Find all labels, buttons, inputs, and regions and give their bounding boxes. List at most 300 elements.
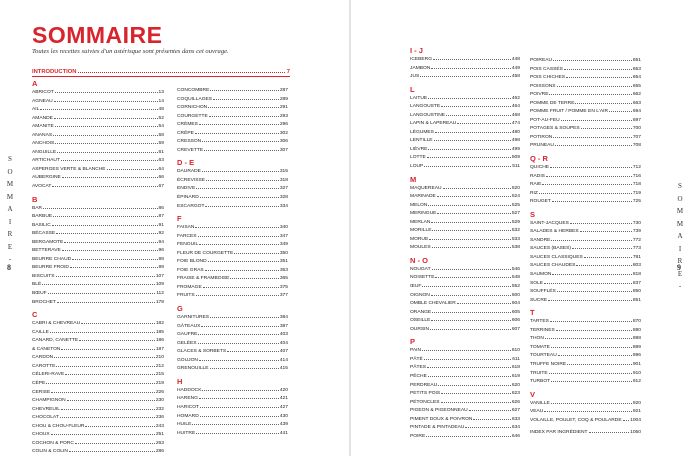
entry-name: ICEBERG [410, 57, 433, 62]
toc-entry-petits-pois[interactable] [410, 389, 520, 398]
toc-entry-riz[interactable] [530, 189, 641, 198]
entry-page: 697 [632, 117, 641, 123]
entry-page: 498 [511, 138, 520, 144]
toc-entry-oursin[interactable] [410, 325, 520, 334]
toc-entry-pomme-de-terre[interactable] [530, 99, 641, 108]
entry-page: 243 [155, 423, 164, 429]
entry-page: 334 [279, 203, 288, 209]
dot-leader [234, 249, 279, 254]
dot-leader [210, 86, 278, 91]
toc-entry-ananas[interactable] [32, 131, 164, 140]
toc-entry-jambon[interactable] [410, 64, 520, 73]
entry-name: RADIS [530, 173, 545, 179]
toc-entry-lapin-lapereau[interactable] [410, 119, 520, 128]
toc-entry-noisette[interactable] [410, 273, 520, 282]
toc-entry-haddock[interactable] [177, 386, 288, 395]
toc-entry-ail[interactable] [32, 105, 164, 114]
dot-leader [428, 201, 510, 206]
entry-page: 251 [155, 432, 164, 438]
toc-entry-b-uf[interactable] [32, 289, 164, 298]
toc-entry-caille[interactable] [32, 328, 164, 337]
entry-name: COLIN & COLIN [32, 449, 68, 455]
entry-page: 458 [511, 74, 520, 80]
toc-entry-cresson[interactable] [177, 137, 288, 146]
toc-entry-chevreuil[interactable] [32, 405, 164, 414]
toc-entry-omble-chevalier[interactable] [410, 299, 520, 308]
entry-page: 511 [512, 164, 520, 170]
toc-entry-morille[interactable] [410, 226, 520, 235]
toc-entry-jus[interactable] [410, 72, 520, 81]
dot-leader [210, 364, 279, 369]
entry-page: 818 [632, 272, 641, 278]
entry-name: SUCRE [530, 297, 548, 303]
toc-entry-melon[interactable] [410, 201, 520, 210]
toc-entry-garnitures[interactable] [177, 313, 288, 322]
dot-leader [51, 430, 155, 435]
toc-entry-terrines[interactable] [530, 326, 641, 335]
dot-leader [52, 182, 157, 187]
toc-entry-champignon[interactable] [32, 396, 164, 405]
toc-entry-poissons[interactable] [530, 82, 641, 91]
dot-leader [428, 145, 510, 150]
entry-page: 618 [511, 365, 520, 371]
entry-page: 509 [511, 155, 520, 161]
toc-entry-volaille-poulet-coq-poularde[interactable] [530, 416, 641, 425]
entry-name: PRUNEAU [530, 143, 554, 149]
toc-entry-cochon-porc[interactable] [32, 439, 164, 448]
toc-entry-escargot[interactable] [177, 202, 288, 211]
toc-entry-colin-colin[interactable] [32, 447, 164, 456]
entry-name: ANANAS [32, 132, 53, 138]
entry-page: 94 [158, 239, 164, 245]
toc-entry-choux[interactable] [32, 430, 164, 439]
toc-entry-perdreau[interactable] [410, 381, 520, 390]
entry-name: ESCARGOT [177, 203, 205, 209]
dot-leader [50, 328, 155, 333]
dot-leader [203, 283, 279, 288]
toc-entry-langoustine[interactable] [410, 111, 520, 120]
dot-leader [54, 353, 155, 358]
introduction-entry[interactable] [32, 68, 290, 77]
toc-entry-aubergine[interactable] [32, 173, 164, 182]
entry-name: ABRICOT [32, 90, 54, 95]
toc-entry-basilic[interactable] [32, 221, 164, 230]
dot-leader [65, 370, 155, 375]
entry-page: 655 [632, 83, 641, 89]
toc-entry-huitre[interactable] [177, 429, 288, 438]
toc-entry-pois-chiches[interactable] [530, 73, 641, 82]
toc-entry-tartes[interactable] [530, 317, 641, 326]
toc-entry-gelees[interactable] [177, 339, 288, 348]
toc-entry-carotte[interactable] [32, 362, 164, 371]
toc-entry-fromage[interactable] [177, 283, 288, 292]
toc-column-left-2 [177, 86, 288, 437]
introduction-page: 7 [286, 69, 290, 75]
entry-page: 99 [158, 265, 164, 271]
toc-entry-pois-casses[interactable] [530, 65, 641, 74]
toc-entry-crevette[interactable] [177, 146, 288, 155]
toc-entry-caneton[interactable] [32, 345, 164, 354]
dot-leader [557, 82, 632, 87]
entry-page: 651 [632, 58, 641, 63]
toc-entry-grenouille[interactable] [177, 364, 288, 373]
side-label-letter: M [6, 192, 14, 201]
toc-entry-moules[interactable] [410, 243, 520, 252]
dot-leader [200, 403, 279, 408]
entry-page: 663 [632, 100, 641, 106]
toc-entry-hareng[interactable] [177, 394, 288, 403]
entry-name: CABRI & CHEVREAU [32, 321, 81, 327]
toc-entry-foie-blond[interactable] [177, 257, 288, 266]
entry-name: TRUFFE NOIRE [530, 361, 567, 367]
toc-entry-truffe-noire[interactable] [530, 360, 641, 369]
toc-entry-foie-gras[interactable] [177, 266, 288, 275]
toc-entry-canard-canette[interactable] [32, 336, 164, 345]
entry-page: 219 [155, 380, 164, 386]
dot-leader [422, 346, 511, 351]
toc-entry-cardon[interactable] [32, 353, 164, 362]
toc-entry-cabri-chevreau[interactable] [32, 319, 164, 328]
toc-entry-saumon[interactable] [530, 270, 641, 279]
dot-leader [64, 238, 157, 243]
toc-entry-uf[interactable] [410, 282, 520, 291]
toc-entry-pintade-pintadeau[interactable] [410, 423, 520, 432]
left-page [0, 0, 349, 456]
entry-name: CHOU & CHOU-FLEUR [32, 423, 85, 429]
toc-entry-fleur-de-courgette[interactable] [177, 249, 288, 258]
dot-leader [46, 379, 155, 384]
entry-name: PÊCHE [410, 373, 427, 379]
dot-leader [201, 322, 278, 327]
toc-entry-gaufre[interactable] [177, 330, 288, 339]
section-letter: F [177, 214, 182, 224]
toc-entry-pot-au-feu[interactable] [530, 116, 641, 125]
toc-entry-lievre[interactable] [410, 145, 520, 154]
entry-page: 407 [279, 349, 288, 355]
toc-entry-vanille[interactable] [530, 399, 641, 408]
side-label-letter: E [677, 269, 683, 278]
dot-leader [51, 388, 155, 393]
entry-page: 773 [632, 246, 641, 252]
entry-page: 464 [511, 104, 520, 110]
dot-leader [564, 65, 632, 70]
toc-entry-anchois[interactable] [32, 139, 164, 148]
side-label-letter: A [677, 232, 683, 240]
dot-leader [544, 407, 632, 412]
entry-name: TOURTEAU [530, 353, 557, 359]
toc-entry-saint-jacques[interactable] [530, 219, 641, 228]
entry-page: 61 [158, 149, 164, 155]
toc-entry-piment-doux-poivron[interactable] [410, 415, 520, 424]
entry-name: CHEVREUIL [32, 406, 60, 412]
toc-entry-ble[interactable] [32, 280, 164, 289]
entry-page: 634 [511, 425, 520, 431]
toc-entry-poireau[interactable] [530, 56, 641, 65]
dot-leader [432, 265, 511, 270]
entry-name: BERGAMOTE [32, 239, 64, 245]
entry-name: FOIE BLOND [177, 259, 207, 265]
toc-entry-sole[interactable] [530, 279, 641, 288]
toc-entry-artichaut[interactable] [32, 156, 164, 165]
entry-page: 66 [158, 175, 164, 181]
dot-leader [60, 413, 155, 418]
toc-entry-gateaux[interactable] [177, 322, 288, 331]
dot-leader [553, 56, 632, 61]
toc-entry-iceberg[interactable] [410, 55, 520, 64]
entry-page: 896 [632, 353, 641, 359]
entry-page: 92 [158, 231, 164, 237]
toc-entry-index-par-ingredient[interactable] [530, 428, 641, 437]
entry-page: 480 [511, 129, 520, 135]
toc-entry-radis[interactable] [530, 172, 641, 181]
entry-name: LAPIN & LAPEREAU [410, 121, 457, 127]
entry-page: 109 [155, 282, 164, 288]
toc-entry-oseille[interactable] [410, 316, 520, 325]
toc-entry-merlan[interactable] [410, 218, 520, 227]
toc-entry-pain[interactable] [410, 346, 520, 355]
toc-entry-veau[interactable] [530, 407, 641, 416]
toc-entry-quiche[interactable] [530, 163, 641, 172]
toc-entry-marinade[interactable] [410, 192, 520, 201]
toc-entry-agneau[interactable] [32, 97, 164, 106]
entry-page: 226 [155, 389, 164, 395]
dot-leader [441, 389, 511, 394]
entry-name: POIVRE [530, 92, 549, 98]
dot-leader [61, 156, 158, 161]
toc-entry-morue[interactable] [410, 235, 520, 244]
toc-column-right-1 [410, 46, 520, 440]
dot-leader [580, 227, 632, 232]
entry-name: PIMENT DOUX & POIVRON [410, 416, 473, 422]
toc-entry-fraise-framboise[interactable] [177, 274, 288, 283]
toc-entry-glaces-sorbets[interactable] [177, 347, 288, 356]
toc-entry-asperges-verte-blanche[interactable] [32, 165, 164, 174]
toc-entry-beurre-chaud[interactable] [32, 255, 164, 264]
entry-page: 901 [632, 361, 641, 367]
dot-leader [202, 386, 278, 391]
toc-entry-huile[interactable] [177, 420, 288, 429]
entry-name: COQUILLAGES [177, 96, 213, 102]
toc-entry-cornichon[interactable] [177, 103, 288, 112]
entry-page: 384 [279, 315, 288, 321]
dot-leader [195, 223, 278, 228]
entry-page: 1004 [630, 417, 641, 423]
entry-name: HARENG [177, 396, 198, 402]
toc-entry-poire[interactable] [410, 432, 520, 441]
entry-page: 59 [158, 141, 164, 147]
toc-entry-concombre[interactable] [177, 86, 288, 95]
entry-name: BLÉ [32, 282, 42, 288]
toc-entry-farces[interactable] [177, 232, 288, 241]
entry-name: BEURRE FROID [32, 265, 69, 271]
toc-entry-goujon[interactable] [177, 356, 288, 365]
side-label-letter: M [676, 207, 684, 215]
entry-name: AMANITE [32, 124, 54, 130]
dot-leader [62, 246, 158, 251]
toc-entry-celeri-rave[interactable] [32, 370, 164, 379]
entry-name: LANGOUSTE [410, 104, 441, 110]
toc-entry-nougat[interactable] [410, 265, 520, 274]
toc-entry-pate[interactable] [410, 355, 520, 364]
toc-entry-fenouil[interactable] [177, 240, 288, 249]
toc-entry-legumes[interactable] [410, 128, 520, 137]
entry-name: BETTERAVE [32, 248, 61, 254]
entry-name: BEURRE CHAUD [32, 256, 72, 262]
toc-entry-tourteau[interactable] [530, 351, 641, 360]
toc-entry-crepe[interactable] [177, 129, 288, 138]
dot-leader [550, 317, 632, 322]
toc-entry-maquereau[interactable] [410, 184, 520, 193]
dot-leader [555, 141, 632, 146]
toc-entry-cepe[interactable] [32, 379, 164, 388]
toc-entry-turbot[interactable] [530, 377, 641, 386]
toc-entry-ecrevisse[interactable] [177, 176, 288, 185]
toc-entry-rouget[interactable] [530, 197, 641, 206]
toc-entry-epinard[interactable] [177, 193, 288, 202]
toc-entry-faisan[interactable] [177, 223, 288, 232]
toc-entry-orange[interactable] [410, 308, 520, 317]
toc-entry-raie[interactable] [530, 180, 641, 189]
dot-leader [432, 243, 511, 248]
dot-leader [200, 412, 279, 417]
entry-page: 610 [511, 348, 520, 354]
entry-page: 730 [632, 220, 641, 226]
toc-entry-petoncles[interactable] [410, 398, 520, 407]
entry-name: LAITUE [410, 95, 428, 101]
toc-entry-homard[interactable] [177, 412, 288, 421]
section-letter: N - O [410, 255, 428, 265]
toc-entry-tomate[interactable] [530, 343, 641, 352]
toc-entry-chou-chou-fleur[interactable] [32, 422, 164, 431]
toc-entry-bergamote[interactable] [32, 238, 164, 247]
entry-page: 889 [632, 344, 641, 350]
toc-entry-coquillages[interactable] [177, 95, 288, 104]
toc-entry-souffles[interactable] [530, 287, 641, 296]
toc-entry-poivre[interactable] [530, 90, 641, 99]
toc-entry-salades-herbes[interactable] [530, 227, 641, 236]
entry-page: 287 [279, 88, 288, 93]
dot-leader [72, 255, 157, 260]
entry-name: POIRE [410, 433, 426, 439]
entry-page: 718 [632, 182, 641, 188]
toc-entry-sucre[interactable] [530, 296, 641, 305]
toc-entry-courgette[interactable] [177, 112, 288, 121]
entry-name: CREVETTE [177, 147, 204, 153]
entry-name: FENOUIL [177, 242, 199, 248]
entry-name: HOMARD [177, 413, 199, 419]
toc-entry-endive[interactable] [177, 184, 288, 193]
entry-page: 920 [632, 400, 641, 406]
dot-leader [428, 372, 511, 377]
dot-leader [575, 99, 631, 104]
toc-entry-oignon[interactable] [410, 291, 520, 300]
entry-page: 707 [632, 134, 641, 140]
toc-entry-meringue[interactable] [410, 209, 520, 218]
entry-page: 646 [511, 433, 520, 439]
entry-name: LÉGUMES [410, 129, 434, 135]
entry-name: POIREAU [530, 58, 553, 63]
dot-leader [422, 282, 510, 287]
toc-entry-loup[interactable] [410, 162, 520, 171]
dot-leader [556, 326, 632, 331]
toc-entry-haricot[interactable] [177, 403, 288, 412]
entry-page: 327 [279, 186, 288, 192]
toc-entry-sauces-bases[interactable] [530, 244, 641, 253]
toc-entry-beurre-froid[interactable] [32, 263, 164, 272]
toc-entry-sauces-chaudes[interactable] [530, 261, 641, 270]
dot-leader [561, 116, 632, 121]
toc-entry-amande[interactable] [32, 114, 164, 123]
toc-entry-lotte[interactable] [410, 153, 520, 162]
toc-entry-brochet[interactable] [32, 298, 164, 307]
dot-leader [42, 280, 155, 285]
toc-entry-chocolat[interactable] [32, 413, 164, 422]
toc-entry-becasse[interactable] [32, 229, 164, 238]
toc-entry-betterave[interactable] [32, 246, 164, 255]
entry-name: POISSONS [530, 83, 556, 89]
toc-entry-avocat[interactable] [32, 182, 164, 191]
toc-entry-pigeon-pigeonneau[interactable] [410, 406, 520, 415]
dot-leader [205, 202, 278, 207]
toc-entry-pates[interactable] [410, 363, 520, 372]
toc-entry-potiron[interactable] [530, 133, 641, 142]
dot-leader [431, 316, 510, 321]
dot-leader [469, 406, 511, 411]
toc-entry-laitue[interactable] [410, 94, 520, 103]
entry-name: NOISETTE [410, 275, 435, 281]
entry-name: CONCOMBRE [177, 88, 210, 93]
toc-entry-pruneau[interactable] [530, 141, 641, 150]
side-label-letter: S [678, 182, 682, 190]
toc-entry-sandre[interactable] [530, 236, 641, 245]
side-label-letter: I [8, 217, 12, 226]
entry-page: 350 [279, 250, 288, 256]
toc-entry-thon[interactable] [530, 334, 641, 343]
toc-entry-langouste[interactable] [410, 102, 520, 111]
toc-entry-daurade[interactable] [177, 167, 288, 176]
entry-page: 340 [279, 225, 288, 231]
toc-entry-anguille[interactable] [32, 148, 164, 157]
toc-entry-bar[interactable] [32, 204, 164, 213]
dot-leader [205, 266, 279, 271]
entry-name: TOMATE [530, 344, 550, 350]
toc-entry-potages-soupes[interactable] [530, 124, 641, 133]
toc-entry-lentille[interactable] [410, 136, 520, 145]
toc-entry-cerise[interactable] [32, 388, 164, 397]
dot-leader [435, 273, 510, 278]
dot-leader [428, 94, 511, 99]
entry-name: LOUP [410, 164, 424, 170]
toc-entry-pomme-fruit-pomme-en-l-air[interactable] [530, 107, 641, 116]
toc-entry-biscuits[interactable] [32, 272, 164, 281]
toc-entry-fruits[interactable] [177, 291, 288, 300]
entry-name: AVOCAT [32, 184, 52, 190]
toc-entry-truite[interactable] [530, 369, 641, 378]
entry-page: 302 [279, 130, 288, 136]
dot-leader [199, 394, 279, 399]
toc-entry-amanite[interactable] [32, 122, 164, 131]
entry-page: 315 [279, 169, 288, 175]
toc-entry-cremes[interactable] [177, 120, 288, 129]
dot-leader [548, 296, 632, 301]
toc-entry-abricot[interactable] [32, 88, 164, 97]
dot-leader [40, 105, 157, 110]
entry-page: 328 [279, 195, 288, 201]
toc-entry-sauces-classiques[interactable] [530, 253, 641, 262]
entry-page: 619 [511, 373, 520, 379]
toc-entry-barbue[interactable] [32, 212, 164, 221]
toc-entry-peche[interactable] [410, 372, 520, 381]
